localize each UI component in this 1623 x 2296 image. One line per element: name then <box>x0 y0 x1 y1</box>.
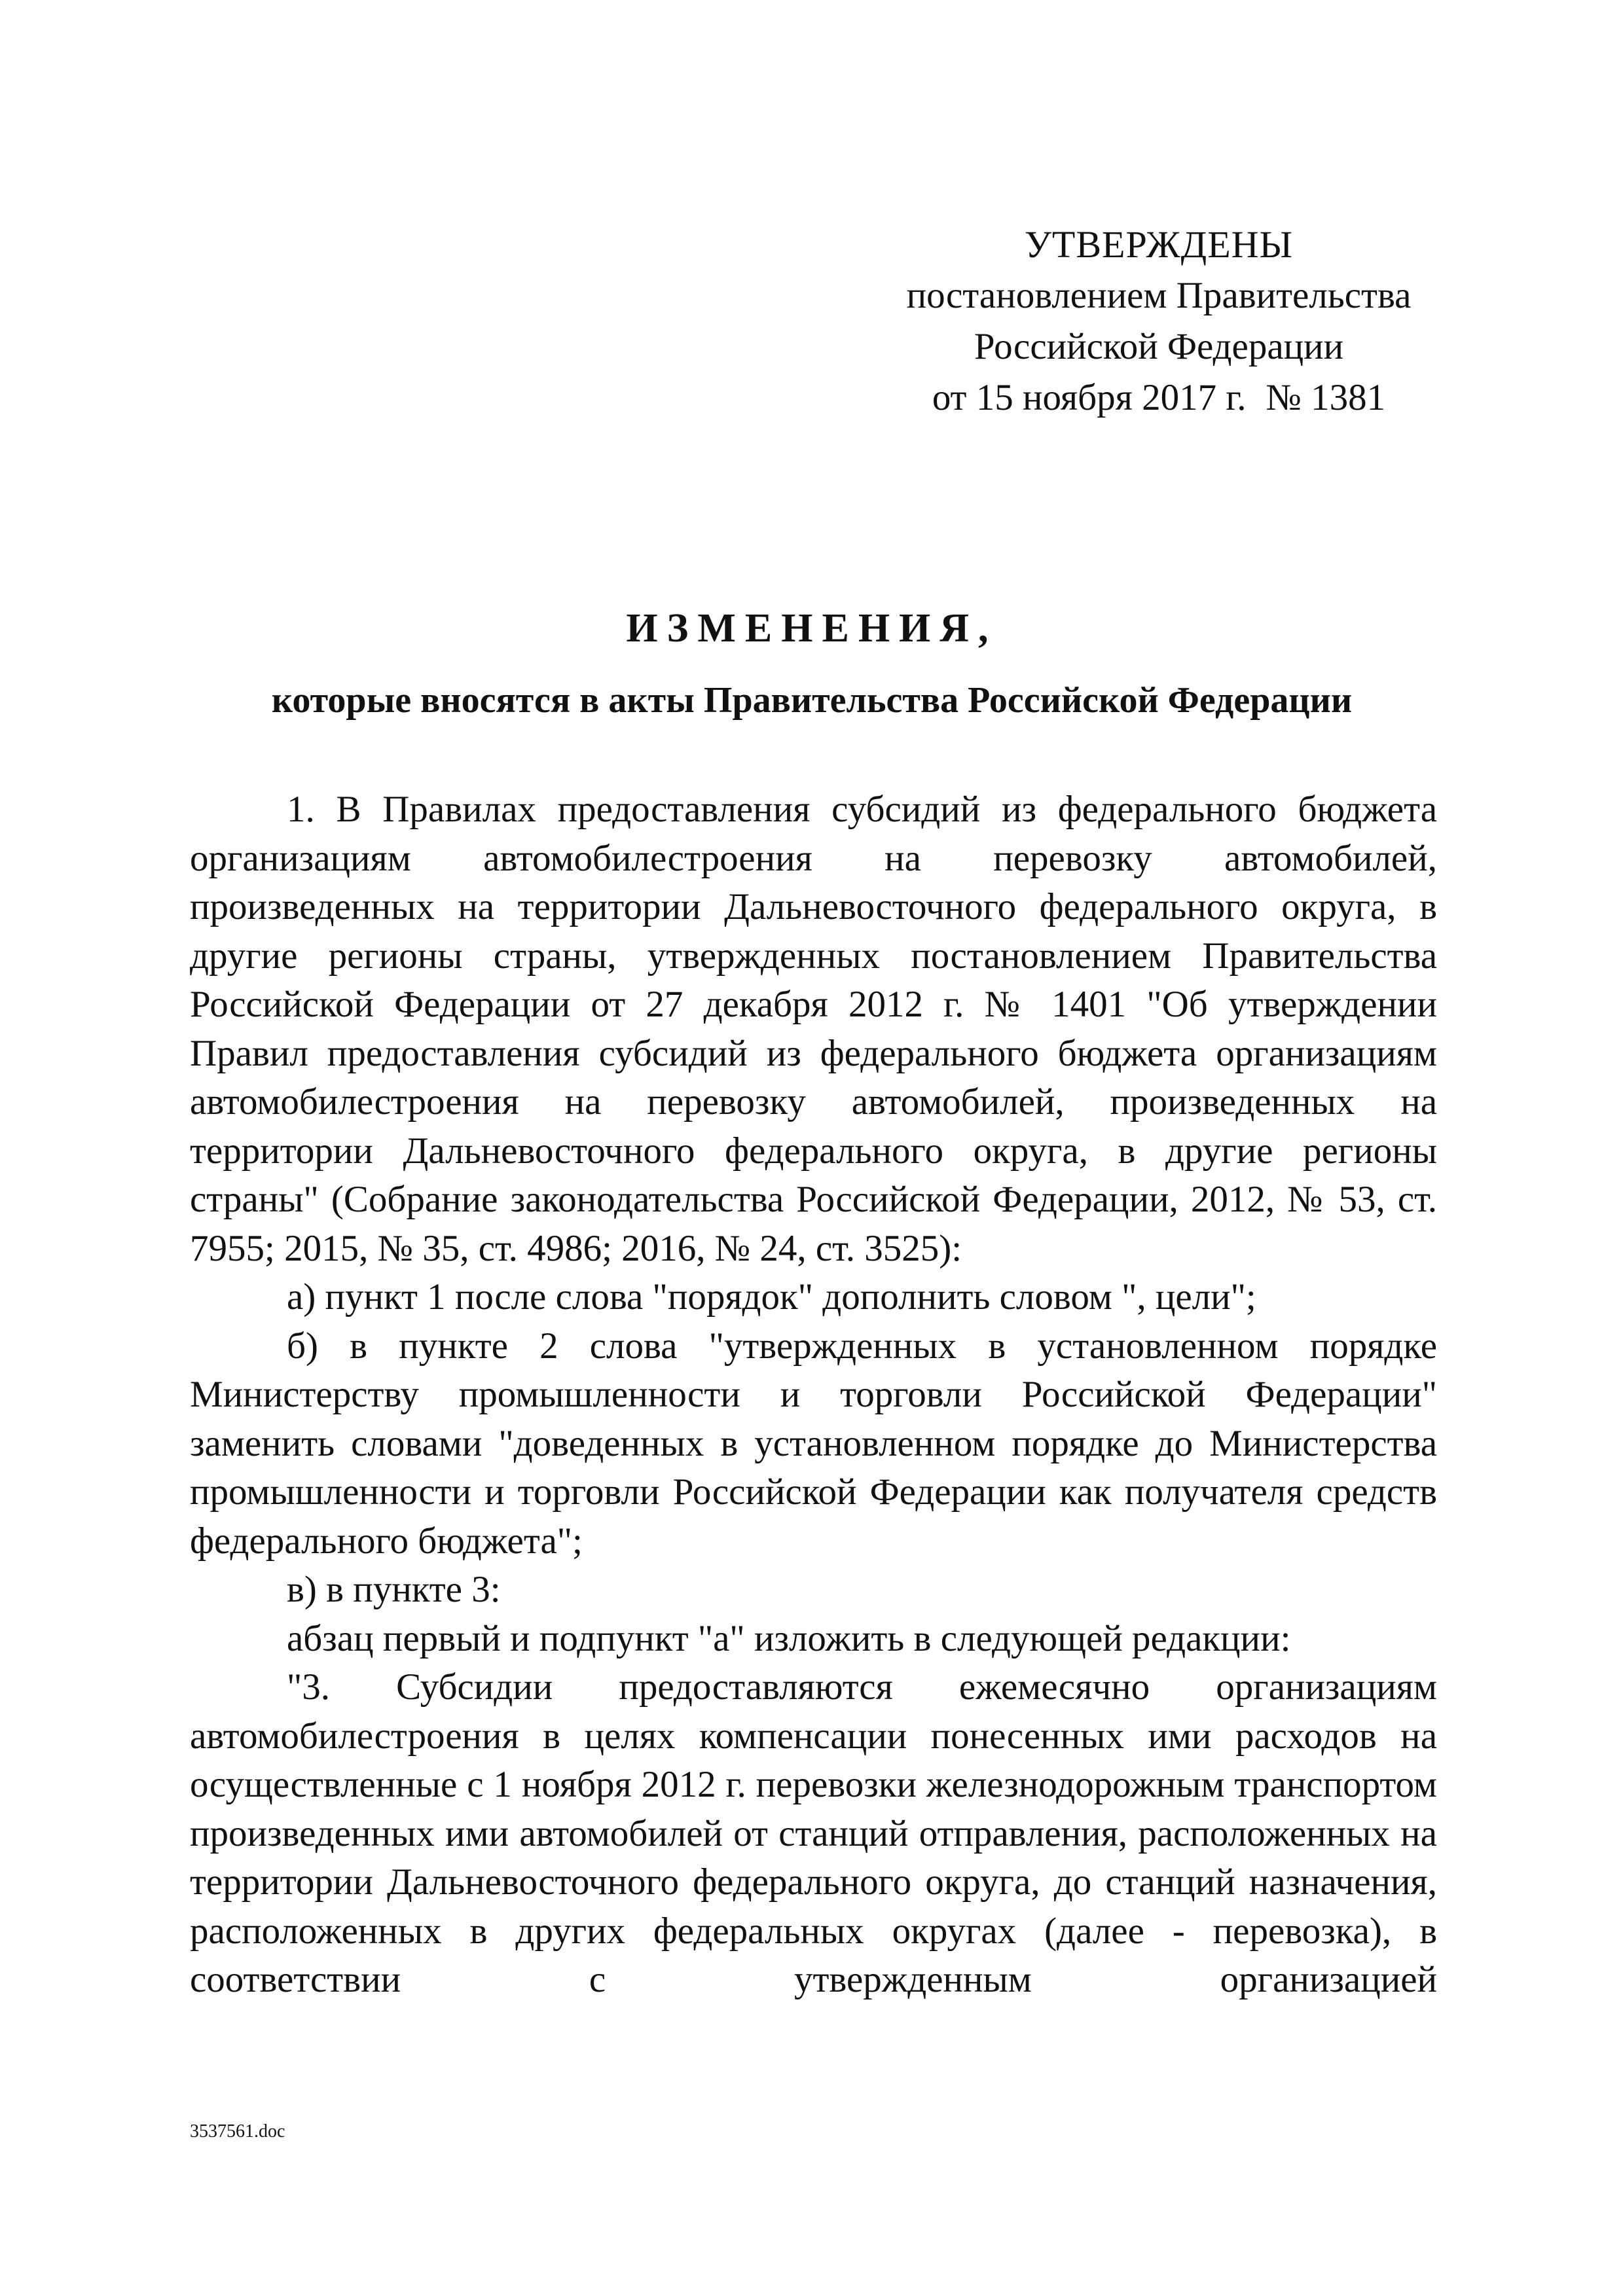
paragraph-1: 1. В Правилах предоставления субсидий из федерального бюджета организациям автомобилестроения на перевозку автомобилей, произведенных на территории Дальневосточного федерального округа, в другие регионы страны, утвержденных постановлением Правительства Российской Федерации от 27 декабря 2012 г. № 1401 "Об утверждении Правил предоставления субсидий из федерального бюджета организациям автомобилестроения на перевозку автомобилей, произведенных на территории Дальневосточного федерального округа, в другие регионы страны" (Собрание законодательства Российской Федерации, 2012, № 53, ст. 7955; 2015, № 35, ст. 4986; 2016, № 24, ст. 3525): <box>190 789 1437 1269</box>
document-file-reference: 3537561.doc <box>190 2121 285 2142</box>
approval-number: № 1381 <box>1266 377 1386 418</box>
document-heading <box>190 599 1434 730</box>
paragraph-a: а) пункт 1 после слова "порядок" дополнить словом ", цели"; <box>287 1276 1256 1318</box>
paragraph-abzac: абзац первый и подпункт "а" изложить в следующей редакции: <box>287 1617 1291 1659</box>
approval-block <box>864 219 1453 423</box>
approval-title: УТВЕРЖДЕНЫ <box>1024 223 1294 266</box>
approval-date: от 15 ноября 2017 г. <box>932 377 1247 418</box>
paragraph-b: б) в пункте 2 слова "утвержденных в установленном порядке Министерству промышленности и торговли Российской Федерации" заменить словами "доведенных в установленном порядке до Министерства промышленности и торговли Российской Федерации как получателя средств федерального бюджета"; <box>190 1325 1437 1562</box>
approval-line-federation: Российской Федерации <box>974 326 1344 367</box>
heading-subtitle: которые вносятся в акты Правительства Российской Федерации <box>271 680 1353 721</box>
heading-title: ИЗМЕНЕНИЯ, <box>626 606 998 651</box>
paragraph-c: в) в пункте 3: <box>287 1569 501 1610</box>
approval-date-number <box>864 372 1453 423</box>
approval-line-government: постановлением Правительства <box>906 275 1412 316</box>
paragraph-3-subsidies: "3. Субсидии предоставляются ежемесячно организациям автомобилестроения в целях компенсации понесенных ими расходов на осуществленные с 1 ноября 2012 г. перевозки железнодорожным транспортом произведенных ими автомобилей от станций отправления, расположенных на территории Дальневосточного федерального округа, до станций назначения, расположенных в других федеральных округах (далее - перевозка), в соответствии с утвержденным организацией <box>190 1666 1437 2000</box>
document-body <box>190 785 1437 2005</box>
